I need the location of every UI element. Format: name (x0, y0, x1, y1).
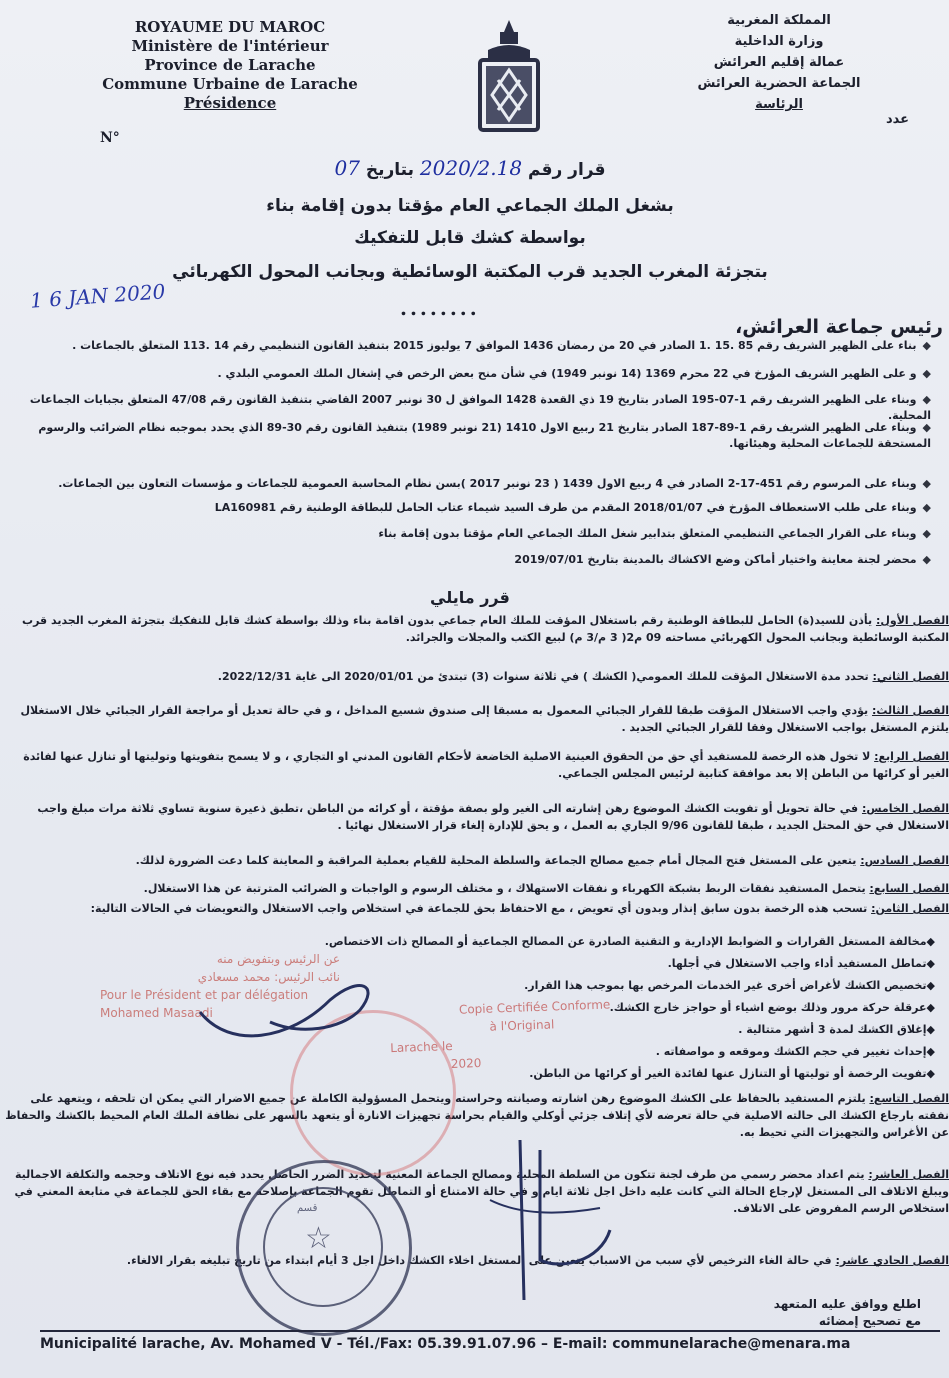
article: الفصل الثاني: تحدد مدة الاستغلال المؤقت للملك العمومي( الكشك ) في ثلاثة سنوات (3) تبتدئ من 2020/01/01 الى غاية 2022/12/31. (217, 670, 949, 683)
article: الفصل الرابع: لا تخول هذه الرخصة للمستفيد أي حق من الحقوق العينية الاصلية الخاضعة لأحكام القانون المدني او التجاري ، و لا يسمح بتفويتها وتوليتها أو تنازل عنها لفائدة الغير أو كرائها من الباطن إلا بعد موافقة كتابية لرئيس المجلس الجماعي. (23, 750, 949, 780)
commune-label-ar: الجماعة الحضرية العرائش (697, 76, 861, 91)
decree-subject-1: بشغل الملك الجماعي العام مؤقتا بدون إقامة بناء (266, 196, 674, 216)
presidency-label-ar: الرئاسة (755, 97, 803, 112)
condition-item: ◆عرقلة حركة مرور وذلك بوضع اشياء أو حواجز خارج الكشك. (609, 1001, 935, 1014)
decree-heading: قرار رقم (528, 160, 606, 180)
article: الفصل الثامن: تسحب هذه الرخصة بدون سابق إنذار وبدون أي تعويض ، مع الاحتفاظ بحق للجماعة في استخلاص واجب الاستغلال والتعويضات في الحالات التالية: (90, 902, 949, 915)
header-arabic (659, 10, 899, 115)
royal-emblem-icon (470, 18, 548, 136)
condition-item: ◆إغلاق الكشك لمدة 3 أشهر متتالية . (738, 1023, 935, 1036)
kingdom-label-ar: المملكة المغربية (727, 13, 831, 28)
decree-number-line (150, 156, 790, 180)
decree-date: 07 (334, 156, 360, 180)
approval-note: اطلع ووافق عليه المتعهد مع تصحيح إمضائه (773, 1297, 921, 1328)
preamble-item: ◆وبناء على الظهير الشريف رقم 1-07-195 الصادر بتاريخ 19 ذي القعدة 1428 الموافق ل 30 نونبر 2007 القاضي بتنفيذ القانون رقم 47/08 المتعلق بجبايات الجماعات المحلية. (29, 393, 931, 422)
decree-subject-2: بواسطة كشك قابل للتفكيك (354, 228, 586, 248)
number-label-ar: عدد (885, 112, 909, 127)
condition-item: ◆تماطل المستفيد أداء واجب الاستغلال في أجلها. (667, 957, 935, 970)
preamble-item: ◆محضر لجنة معاينة واختيار أماكن وضع الاكشاك بالمدينة بتاريخ 2019/07/01 (514, 553, 931, 566)
dots-separator: ........ (400, 296, 480, 320)
number-label-fr: N° (100, 130, 120, 146)
article: الفصل العاشر: يتم اعداد محضر رسمي من طرف لجنة تتكون من السلطة المحلية ومصالح الجماعة المعنية لتحديد الضرر الحاصل يحدد فيه نوع الاتلاف وحجمه والتكلفة الاجمالية ويبلغ الاتلاف الى المستغل لإرجاع الحالة التي كانت عليه داخل اجل ثلاثة ايام و في حالة الامتناع أو التماطل تقوم الجماعة بإصلاحه مع بقاء الحق للجماعة في متابعة المعني في استخلاص الرسم المفروض على الاتلاف. (14, 1168, 949, 1215)
star-icon: ☆ (305, 1221, 332, 1256)
certified-copy-stamp: Copie Certifiée Conforme à l'Original Larache le 2020 (389, 997, 611, 1072)
delegation-stamp: عن الرئيس وبتفويض منه نائب الرئيس: محمد مسعادي Pour le Président et par délégation Mohamed Masaadi (100, 952, 340, 1020)
article: الفصل السابع: يتحمل المستفيد نفقات الربط بشبكة الكهرباء و نفقات الاستهلاك ، و مختلف الرسوم و الواجبات و الضرائب المترتبة عن هذا الاستغلال. (143, 882, 949, 895)
decree-subject-3: بتجزئة المغرب الجديد قرب المكتبة الوسائطية وبجانب المحول الكهربائي (172, 262, 768, 282)
preamble-item: ◆و على الظهير الشريف المؤرخ في 22 محرم 1369 (14 نونبر 1949) في شأن منح بعض الرخص في إشغال الملك العمومي البلدي . (217, 367, 931, 380)
province-label-ar: عمالة إقليم العرائش (713, 55, 845, 70)
preamble-item: ◆بناء على الظهير الشريف رقم 85 .15 .1 الصادر في 20 من رمضان 1436 الموافق 7 يوليوز 2015 بتنفيذ القانون التنظيمي رقم 14 .113 المتعلق بالجماعات . (72, 339, 931, 352)
article: الفصل الخامس: في حالة تحويل أو تفويت الكشك الموضوع رهن إشارته الى الغير ولو بصفة مؤقتة ، أو كرائه من الباطن ،تطبق ذعيرة سنوية تساوي ثلاثة مرات مبلغ واجب الاستغلال في حق المحتل الجديد ، طبقا للقانون 9/96 الجاري به العمل ، و يحق للإدارة إلغاء قرار الاستغلال نهائيا . (37, 802, 949, 832)
article: الفصل الأول: يأذن للسيد(ة) الحامل للبطاقة الوطنية رقم باستغلال المؤقت للملك العام جماعي بدون اقامة بناء وذلك بواسطة كشك قابل للتفكيك بتجزئة المغرب الجديد قرب المكتبة الوسائطية وبجانب المحول الكهربائي مساحته 09 م2( 3 م/3 م) لبيع الكتب والمجلات والجرائد. (22, 614, 949, 644)
decides-heading: قرر مايلي (430, 588, 510, 607)
condition-item: ◆تخصيص الكشك لأغراض أخرى غير الخدمات المرخص بها بموجب هذا القرار. (524, 979, 935, 992)
article: الفصل السادس: يتعين على المستغل فتح المجال أمام جميع مصالح الجماعة والسلطة المحلية للقيام بعملية المراقبة و المعاينة كلما دعت الضرورة لذلك. (135, 854, 949, 867)
article: الفصل الثالث: يؤدي واجب الاستغلال المؤقت طبقا للقرار الجبائي المعمول به مسبقا إلى صندوق شسيع المداخل ، و في حالة تعديل أو مراجعة القرار الجبائي خلال الاستغلال يلتزم المستغل بواجب الاستغلال وفقا للقرار الجبائي الجديد . (20, 704, 949, 734)
presidency-label: Présidence (183, 94, 277, 112)
condition-item: ◆إحداث تغيير في حجم الكشك وموقعه و مواصفاته . (655, 1045, 935, 1058)
municipal-round-stamp: قسم ☆ (236, 1160, 412, 1336)
footer-contact: Municipalité larache, Av. Mohamed V - Tél./Fax: 05.39.91.07.96 – E-mail: communelarache@menara.ma (40, 1330, 940, 1352)
header-french (80, 18, 380, 113)
condition-item: ◆مخالفة المستغل القرارات و الضوابط الإدارية و التقنية الصادرة عن المصالح الجماعية أو المصالح ذات الاختصاص. (324, 935, 935, 948)
article: الفصل التاسع: يلتزم المستفيد بالحفاظ على الكشك الموضوع رهن اشارته وصيانته وحراسته ويتحمل المسؤولية الكاملة عن جميع الاضرار التي يمكن ان تلحقه ، ويتعهد على نفقته بارجاع الكشك الى حالته الاصلية في حالة تعرضه لأي إتلاف جزئي أوكلي والقيام بحراسة تجهيزات الانارة أو يتعهد بالسهر على نظافة الملك العام المحيط بالكشك والحفاظ عن الأغراس والتجهيزات التي تحيط به. (5, 1092, 949, 1139)
commune-label: Commune Urbaine de Larache (102, 75, 358, 93)
preamble-item: ◆وبناء على الظهير الشريف رقم 1-89-187 الصادر بتاريخ 21 ربيع الاول 1410 (21 نونبر 1989) بتنفيذ القانون رقم 30-89 الذي يحدد بموجبه نظام الضرائب والرسوم المستحقة للجماعات المحلية وهيئاتها. (38, 421, 931, 450)
ministry-label-ar: وزارة الداخلية (734, 34, 824, 49)
decree-date-label: بتاريخ (365, 160, 414, 180)
preamble-item: ◆وبناء على طلب الاستعطاف المؤرخ في 2018/01/07 المقدم من طرف السيد شيماء عتاب الحامل للبطاقة الوطنية رقم LA160981 (214, 501, 931, 514)
ministry-label: Ministère de l'intérieur (131, 37, 329, 55)
kingdom-label: ROYAUME DU MAROC (134, 18, 326, 36)
article: الفصل الحادي عاشر: في حالة الغاء الترخيص لأي سبب من الاسباب يتعين على المستغل اخلاء الكشك داخل اجل 3 أيام ابتداء من تاريخ تبليغه بقرار الالغاء. (126, 1254, 949, 1267)
province-label: Province de Larache (144, 56, 316, 74)
chairman-heading: رئيس جماعة العرائش، (735, 316, 943, 338)
condition-item: ◆تفويت الرخصة أو توليتها أو التنازل عنها لفائدة الغير أو كرائها من الباطن. (529, 1067, 935, 1080)
preamble-item: ◆وبناء على القرار الجماعي التنظيمي المتعلق بتدابير شغل الملك الجماعي العام مؤقتا بدون إقامة بناء (378, 527, 931, 540)
decree-number: 2020/2.18 (419, 156, 523, 180)
preamble-item: ◆وبناء على المرسوم رقم 451-17-2 الصادر في 4 ربيع الاول 1439 ( 23 نونبر 2017 )بسن نظام المحاسبة العمومية للجماعات و مؤسسات التعاون بين الجماعات. (58, 477, 931, 490)
date-stamp: 1 6 JAN 2020 (29, 279, 167, 313)
